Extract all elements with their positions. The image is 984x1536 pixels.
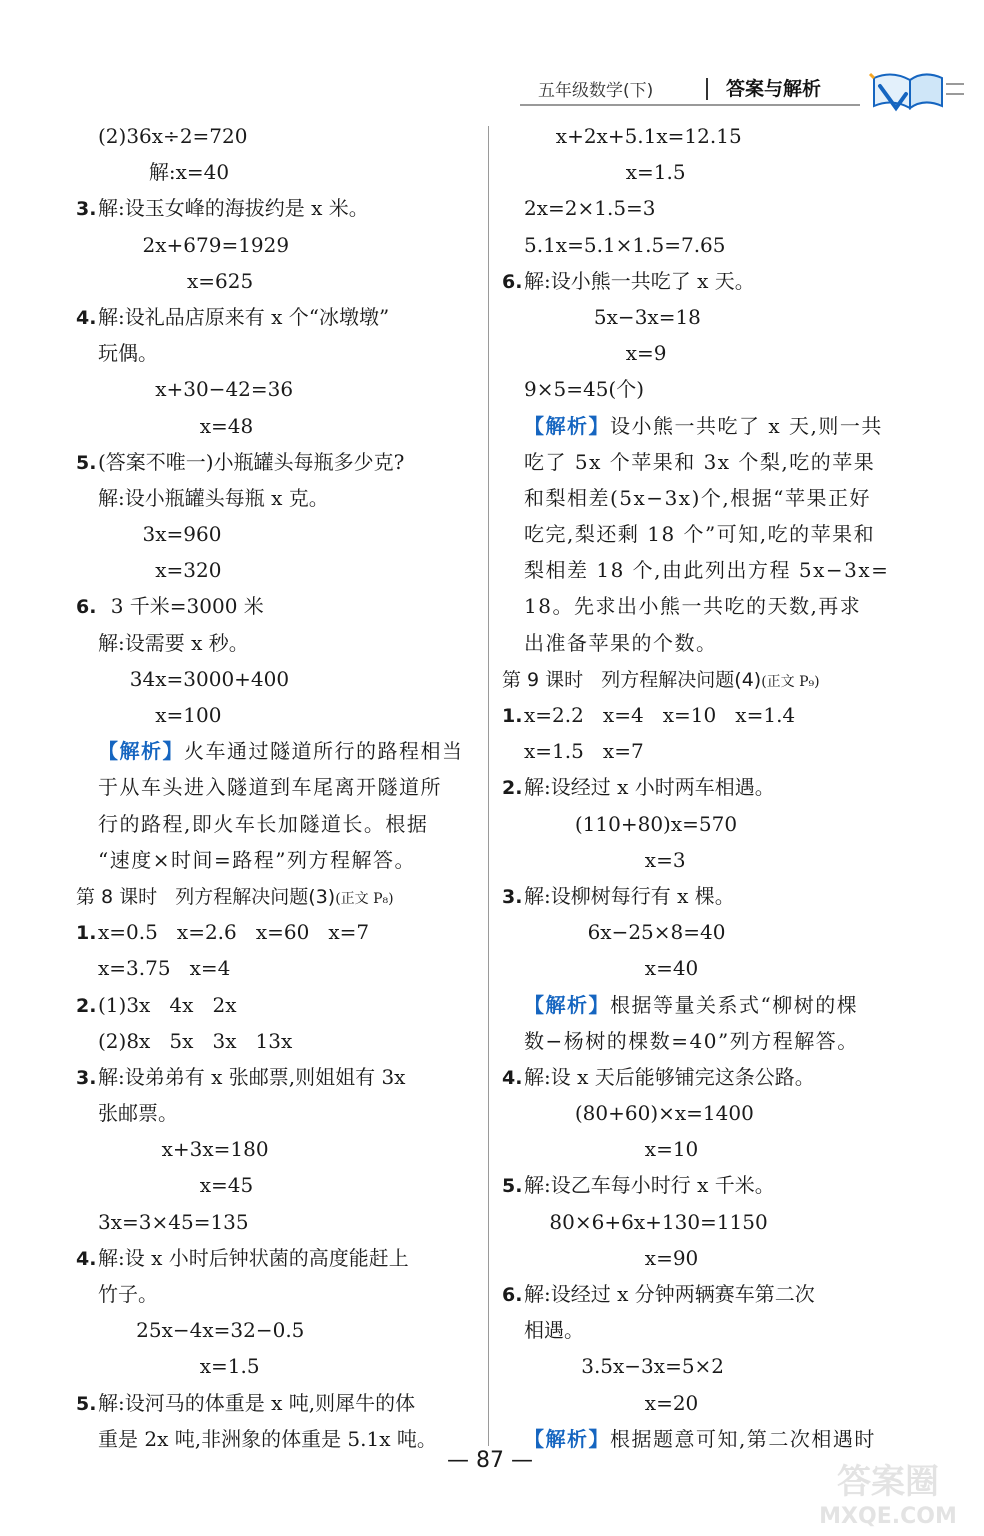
line-text: 3x=960 xyxy=(98,522,222,547)
page-number: — 87 — xyxy=(447,1448,533,1473)
line-text: 6x−25×8=40 xyxy=(524,920,726,945)
lesson-title: 第 8 课时 列方程解决问题(3) xyxy=(76,885,336,908)
line-text: 竹子。 xyxy=(98,1282,158,1306)
line-text: x=100 xyxy=(98,703,222,727)
line-text: x=10 xyxy=(524,1137,699,1162)
line-text: 和梨相差(5x−3x)个,根据“苹果正好 xyxy=(524,485,871,510)
question-number: 6. xyxy=(502,1284,523,1306)
lesson-heading xyxy=(502,661,902,697)
lesson-page-ref: (正文 P₈) xyxy=(335,890,394,907)
line-text: 行的路程,即火车长加隧道长。根据 xyxy=(98,811,429,836)
question-number: 6. xyxy=(76,596,97,619)
line-text: 出准备苹果的个数。 xyxy=(524,630,718,655)
line-text: 玩偶。 xyxy=(98,341,158,366)
answer-line xyxy=(76,190,496,226)
line-text: x+2x+5.1x=12.15 xyxy=(524,124,742,148)
answer-line xyxy=(502,769,902,805)
header-rule xyxy=(520,104,860,106)
line-text: 解:设乙车每小时行 x 千米。 xyxy=(524,1173,775,1198)
line-text: 2x+679=1929 xyxy=(98,232,290,257)
analysis-line xyxy=(502,588,902,624)
line-text: 张邮票。 xyxy=(98,1101,178,1126)
answer-line xyxy=(502,1095,902,1131)
line-text: x=1.5 x=7 xyxy=(524,739,644,764)
question-number: 1. xyxy=(76,922,97,945)
answer-line xyxy=(76,154,496,190)
header-separator xyxy=(706,78,708,100)
answer-line xyxy=(76,516,496,552)
answer-line xyxy=(502,1276,902,1312)
question-number: 5. xyxy=(502,1175,523,1198)
analysis-line xyxy=(502,552,902,588)
answer-line xyxy=(502,118,902,154)
line-text: 火车通过隧道所行的路程相当 xyxy=(184,739,464,764)
answer-line xyxy=(76,444,496,480)
analysis-tag: 【解析】 xyxy=(524,413,610,438)
lesson-page-ref: (正文 P₉) xyxy=(761,673,820,690)
answer-line xyxy=(502,154,902,190)
line-text: “速度×时间=路程”列方程解答。 xyxy=(98,847,416,872)
answer-line xyxy=(502,227,902,263)
analysis-line xyxy=(502,408,902,444)
line-text: 于从车头进入隧道到车尾离开隧道所 xyxy=(98,775,442,800)
answer-line xyxy=(502,1131,902,1167)
answer-line xyxy=(76,227,496,263)
watermark-text-top: 答案圈 xyxy=(837,1462,939,1502)
line-text: 吃了 5x 个苹果和 3x 个梨,吃的苹果 xyxy=(524,449,876,474)
line-text: 重是 2x 吨,非洲象的体重是 5.1x 吨。 xyxy=(98,1426,437,1451)
line-text: (2)36x÷2=720 xyxy=(98,124,248,148)
answer-line xyxy=(76,1167,496,1203)
page-header xyxy=(520,72,970,108)
line-text: 3 千米=3000 米 xyxy=(98,594,264,619)
analysis-line xyxy=(76,842,496,878)
line-text: (110+80)x=570 xyxy=(524,811,738,836)
question-number: 6. xyxy=(502,270,523,293)
line-text: 解:设经过 x 分钟两辆赛车第二次 xyxy=(524,1282,815,1306)
line-text: 25x−4x=32−0.5 xyxy=(98,1318,305,1343)
question-number: 2. xyxy=(502,777,523,800)
answer-line xyxy=(76,1023,496,1059)
answer-line xyxy=(502,950,902,986)
question-number: 3. xyxy=(76,1066,97,1089)
line-text: 34x=3000+400 xyxy=(98,666,290,691)
analysis-line xyxy=(502,516,902,552)
answer-line xyxy=(76,697,496,733)
analysis-line xyxy=(502,480,902,516)
line-text: x=20 xyxy=(524,1390,699,1415)
line-text: 2x=2×1.5=3 xyxy=(524,196,656,221)
answer-line xyxy=(502,371,902,407)
answer-line xyxy=(502,1059,902,1095)
right-column xyxy=(502,118,902,1457)
line-text: 3x=3×45=135 xyxy=(98,1209,249,1234)
line-text: x=625 xyxy=(98,268,254,293)
question-number: 4. xyxy=(76,306,97,329)
answer-line xyxy=(502,914,902,950)
answer-line xyxy=(76,950,496,986)
answer-line xyxy=(502,263,902,299)
line-text: (答案不唯一)小瓶罐头每瓶多少克? xyxy=(98,449,405,474)
analysis-tag: 【解析】 xyxy=(524,992,610,1017)
answer-line xyxy=(76,118,496,154)
line-text: x=320 xyxy=(98,558,222,583)
answer-line xyxy=(76,588,496,624)
answer-line xyxy=(76,480,496,516)
book-title: 五年级数学(下) xyxy=(538,81,654,101)
line-text: x=45 xyxy=(98,1173,254,1198)
answer-line xyxy=(76,625,496,661)
answer-line xyxy=(502,1348,902,1384)
answer-line xyxy=(502,190,902,226)
question-number: 3. xyxy=(502,885,523,908)
analysis-line xyxy=(76,733,496,769)
line-text: 解:x=40 xyxy=(98,160,230,185)
line-text: x+30−42=36 xyxy=(98,377,294,402)
answer-line xyxy=(76,1095,496,1131)
analysis-line xyxy=(502,1421,902,1457)
line-text: 吃完,梨还剩 18 个”可知,吃的苹果和 xyxy=(524,522,876,547)
line-text: (2)8x 5x 3x 13x xyxy=(98,1028,293,1053)
line-text: 设小熊一共吃了 x 天,则一共 xyxy=(610,413,883,438)
line-text: 解:设 x 小时后钟状菌的高度能赶上 xyxy=(98,1245,409,1270)
question-number: 1. xyxy=(502,705,523,727)
line-text: x=3.75 x=4 xyxy=(98,956,231,981)
line-text: x=9 xyxy=(524,341,667,366)
line-text: 18。先求出小熊一共吃的天数,再求 xyxy=(524,594,862,619)
book-logo-icon xyxy=(866,68,966,112)
line-text: (80+60)×x=1400 xyxy=(524,1101,754,1126)
analysis-tag: 【解析】 xyxy=(524,1426,610,1451)
answer-line xyxy=(502,335,902,371)
answer-line xyxy=(502,1167,902,1203)
line-text: 5.1x=5.1×1.5=7.65 xyxy=(524,232,726,257)
line-text: 相遇。 xyxy=(524,1318,584,1343)
line-text: x=0.5 x=2.6 x=60 x=7 xyxy=(98,920,370,945)
answer-line xyxy=(502,697,902,733)
analysis-line xyxy=(502,625,902,661)
line-text: 解:设 x 天后能够铺完这条公路。 xyxy=(524,1064,815,1089)
line-text: 5x−3x=18 xyxy=(524,304,701,329)
answer-line xyxy=(76,371,496,407)
analysis-line xyxy=(502,1023,902,1059)
line-text: 3.5x−3x=5×2 xyxy=(524,1354,725,1379)
answer-line xyxy=(76,1204,496,1240)
line-text: x=3 xyxy=(524,847,686,872)
line-text: x=48 xyxy=(98,413,254,438)
answer-line xyxy=(76,987,496,1023)
answer-line xyxy=(76,408,496,444)
lesson-heading xyxy=(76,878,496,914)
answer-line xyxy=(76,263,496,299)
line-text: x=1.5 xyxy=(98,1354,260,1379)
analysis-line xyxy=(76,806,496,842)
line-text: x+3x=180 xyxy=(98,1137,269,1162)
answer-line xyxy=(502,1385,902,1421)
answer-line xyxy=(76,1276,496,1312)
question-number: 3. xyxy=(76,198,97,221)
question-number: 2. xyxy=(76,994,97,1017)
line-text: 数−杨树的棵数=40”列方程解答。 xyxy=(524,1028,859,1053)
lesson-title: 第 9 课时 列方程解决问题(4) xyxy=(502,668,762,691)
analysis-line xyxy=(76,769,496,805)
line-text: 解:设小瓶罐头每瓶 x 克。 xyxy=(98,485,329,510)
answer-line xyxy=(76,1131,496,1167)
line-text: 梨相差 18 个,由此列出方程 5x−3x= xyxy=(524,558,890,583)
line-text: 根据题意可知,第二次相遇时 xyxy=(610,1426,876,1451)
answer-line xyxy=(76,914,496,950)
question-number: 4. xyxy=(76,1247,97,1270)
line-text: 解:设河马的体重是 x 吨,则犀牛的体 xyxy=(98,1390,416,1415)
answer-line xyxy=(76,1385,496,1421)
line-text: 解:设玉女峰的海拔约是 x 米。 xyxy=(98,196,369,221)
line-text: x=40 xyxy=(524,956,699,981)
analysis-line xyxy=(502,444,902,480)
answer-line xyxy=(76,335,496,371)
line-text: 解:设小熊一共吃了 x 天。 xyxy=(524,268,755,293)
line-text: 9×5=45(个) xyxy=(524,377,645,402)
analysis-tag: 【解析】 xyxy=(98,739,184,764)
line-text: (1)3x 4x 2x xyxy=(98,992,237,1017)
answer-line xyxy=(502,806,902,842)
answer-line xyxy=(76,299,496,335)
line-text: 解:设弟弟有 x 张邮票,则姐姐有 3x xyxy=(98,1064,406,1089)
answer-line xyxy=(502,1312,902,1348)
line-text: 解:设礼品店原来有 x 个“冰墩墩” xyxy=(98,304,390,329)
answer-line xyxy=(76,661,496,697)
analysis-line xyxy=(502,987,902,1023)
answer-line xyxy=(76,1240,496,1276)
left-column xyxy=(76,118,496,1457)
answer-line xyxy=(502,842,902,878)
answer-line xyxy=(76,1059,496,1095)
question-number: 4. xyxy=(502,1066,523,1089)
answer-line xyxy=(502,733,902,769)
answer-line xyxy=(502,1240,902,1276)
line-text: x=90 xyxy=(524,1245,699,1270)
question-number: 5. xyxy=(76,451,97,474)
section-title: 答案与解析 xyxy=(726,78,822,100)
watermark-text-bottom: MXQE.COM xyxy=(819,1504,957,1529)
line-text: 解:设经过 x 小时两车相遇。 xyxy=(524,775,775,800)
line-text: 解:设需要 x 秒。 xyxy=(98,630,249,655)
answer-line xyxy=(502,878,902,914)
watermark-logo xyxy=(800,1455,976,1531)
line-text: 根据等量关系式“柳树的棵 xyxy=(610,992,859,1017)
line-text: x=2.2 x=4 x=10 x=1.4 xyxy=(524,703,796,727)
answer-line xyxy=(76,1348,496,1384)
answer-line xyxy=(76,552,496,588)
line-text: x=1.5 xyxy=(524,160,686,185)
question-number: 5. xyxy=(76,1392,97,1415)
answer-line xyxy=(76,1312,496,1348)
answer-line xyxy=(502,1204,902,1240)
answer-line xyxy=(502,299,902,335)
line-text: 80×6+6x+130=1150 xyxy=(524,1209,768,1234)
line-text: 解:设柳树每行有 x 棵。 xyxy=(524,883,735,908)
